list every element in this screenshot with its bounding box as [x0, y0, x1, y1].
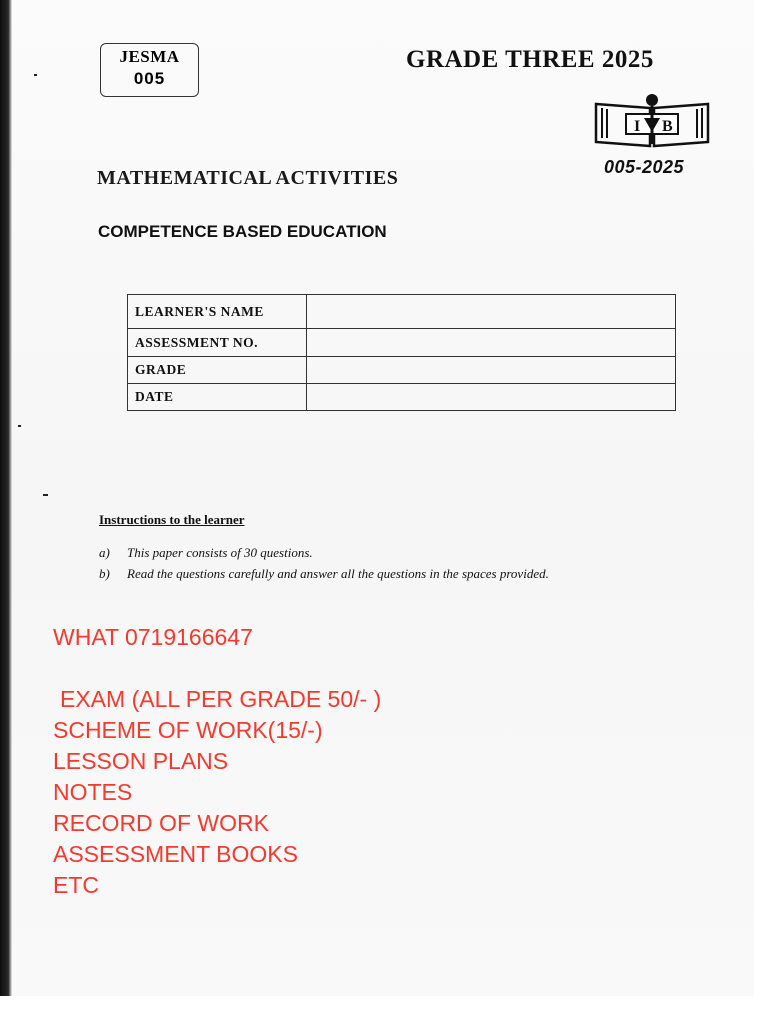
instruction-text: This paper consists of 30 questions.	[127, 545, 313, 560]
advert-line: NOTES	[53, 779, 133, 805]
date-label: DATE	[128, 384, 307, 411]
bottom-margin	[0, 996, 768, 1024]
advert-line: RECORD OF WORK	[53, 810, 269, 836]
grade-field[interactable]	[307, 357, 676, 384]
learner-name-field[interactable]	[307, 295, 676, 329]
learner-name-label: LEARNER'S NAME	[128, 295, 307, 329]
logo-code: 005-2025	[604, 157, 685, 177]
table-row	[128, 329, 676, 357]
paper-code-line1: JESMA	[119, 47, 180, 66]
advert-contact: WHAT 0719166647	[53, 624, 253, 650]
paper-code-line2: 005	[133, 69, 166, 88]
table-row	[128, 295, 676, 329]
assessment-no-label: ASSESSMENT NO.	[128, 329, 307, 357]
table-row	[128, 384, 676, 411]
grade-title: GRADE THREE 2025	[406, 46, 654, 73]
scan-edge-shadow	[0, 0, 12, 1024]
instruction-item	[99, 545, 313, 561]
advert-line: ASSESSMENT BOOKS	[53, 841, 298, 867]
open-book-logo-icon	[592, 92, 712, 148]
instruction-marker: b)	[99, 566, 110, 581]
scan-speck	[18, 425, 21, 427]
instruction-text: Read the questions carefully and answer all the questions in the spaces provided.	[127, 566, 549, 581]
assessment-no-field[interactable]	[307, 329, 676, 357]
education-type: COMPETENCE BASED EDUCATION	[98, 222, 387, 241]
learner-details-table	[127, 294, 676, 411]
table-row	[128, 357, 676, 384]
scan-speck	[43, 494, 48, 496]
grade-label: GRADE	[128, 357, 307, 384]
advert-line: EXAM (ALL PER GRADE 50/- )	[60, 686, 382, 712]
scan-speck	[34, 74, 37, 76]
advert-line: ETC	[53, 872, 99, 898]
instruction-marker: a)	[99, 545, 110, 560]
instructions-title: Instructions to the learner	[99, 512, 245, 527]
paper-code-box	[100, 43, 199, 97]
instruction-item	[99, 566, 549, 582]
logo-letter-i: I	[634, 118, 641, 135]
advert-overlay	[53, 622, 381, 901]
date-field[interactable]	[307, 384, 676, 411]
advert-line: LESSON PLANS	[53, 748, 229, 774]
subject-title: MATHEMATICAL ACTIVITIES	[97, 167, 399, 189]
logo-letter-b: B	[662, 118, 673, 135]
advert-line: SCHEME OF WORK(15/-)	[53, 717, 323, 743]
